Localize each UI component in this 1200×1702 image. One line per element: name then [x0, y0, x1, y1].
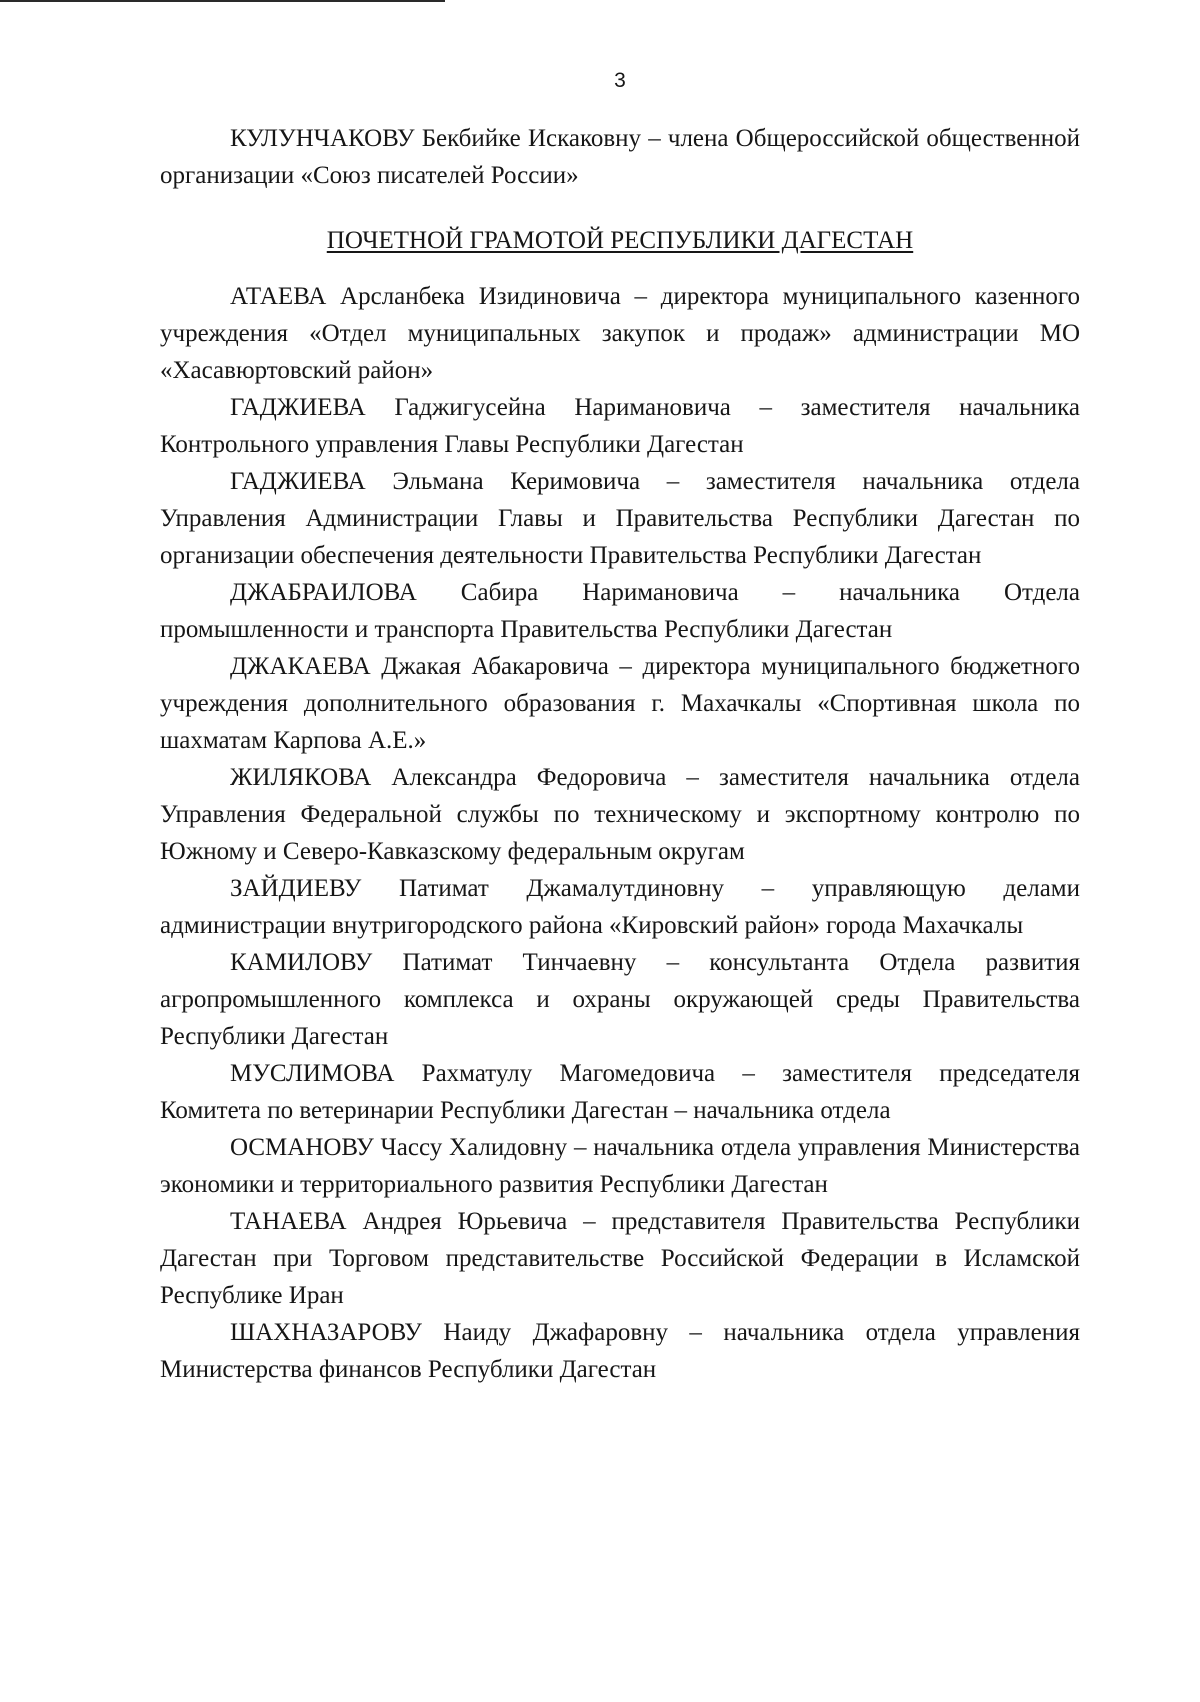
award-entry-intro: КУЛУНЧАКОВУ Бекбийке Искаковну – члена Общероссийской общественной организации «Союз писателей России»: [160, 125, 1080, 189]
award-entry: ШАХНАЗАРОВУ Наиду Джафаровну – начальника отдела управления Министерства финансов Республики Дагестан: [160, 1319, 1080, 1383]
award-entry: ДЖАКАЕВА Джакая Абакаровича – директора муниципального бюджетного учреждения дополнительного образования г. Махачкалы «Спортивная школа по шахматам Карпова А.Е.»: [160, 653, 1080, 754]
award-entry: ОСМАНОВУ Чассу Халидовну – начальника отдела управления Министерства экономики и территориального развития Республики Дагестан: [160, 1134, 1080, 1198]
award-entry: ЖИЛЯКОВА Александра Федоровича – заместителя начальника отдела Управления Федеральной службы по техническому и экспортному контролю по Южному и Северо-Кавказскому федеральным округам: [160, 764, 1080, 865]
award-entry: ДЖАБРАИЛОВА Сабира Наримановича – начальника Отдела промышленности и транспорта Правительства Республики Дагестан: [160, 579, 1080, 643]
award-entry: ЗАЙДИЕВУ Патимат Джамалутдиновну – управляющую делами администрации внутригородского района «Кировский район» города Махачкалы: [160, 875, 1080, 939]
award-entry: ГАДЖИЕВА Эльмана Керимовича – заместителя начальника отдела Управления Администрации Главы и Правительства Республики Дагестан по организации обеспечения деятельности Правительства Республики Дагестан: [160, 468, 1080, 569]
scan-edge-line: [0, 0, 445, 2]
page-number: 3: [614, 69, 626, 92]
award-entry: АТАЕВА Арсланбека Изидиновича – директора муниципального казенного учреждения «Отдел муниципальных закупок и продаж» администрации МО «Хасавюртовский район»: [160, 283, 1080, 384]
document-body: [160, 120, 1080, 1388]
award-entry: ТАНАЕВА Андрея Юрьевича – представителя Правительства Республики Дагестан при Торговом представительстве Российской Федерации в Исламской Республике Иран: [160, 1208, 1080, 1309]
award-entry: МУСЛИМОВА Рахматулу Магомедовича – заместителя председателя Комитета по ветеринарии Республики Дагестан – начальника отдела: [160, 1060, 1080, 1124]
section-heading: ПОЧЕТНОЙ ГРАМОТОЙ РЕСПУБЛИКИ ДАГЕСТАН: [326, 227, 914, 254]
award-entry: КАМИЛОВУ Патимат Тинчаевну – консультанта Отдела развития агропромышленного комплекса и охраны окружающей среды Правительства Республики Дагестан: [160, 949, 1080, 1050]
award-entry: ГАДЖИЕВА Гаджигусейна Наримановича – заместителя начальника Контрольного управления Главы Республики Дагестан: [160, 394, 1080, 458]
